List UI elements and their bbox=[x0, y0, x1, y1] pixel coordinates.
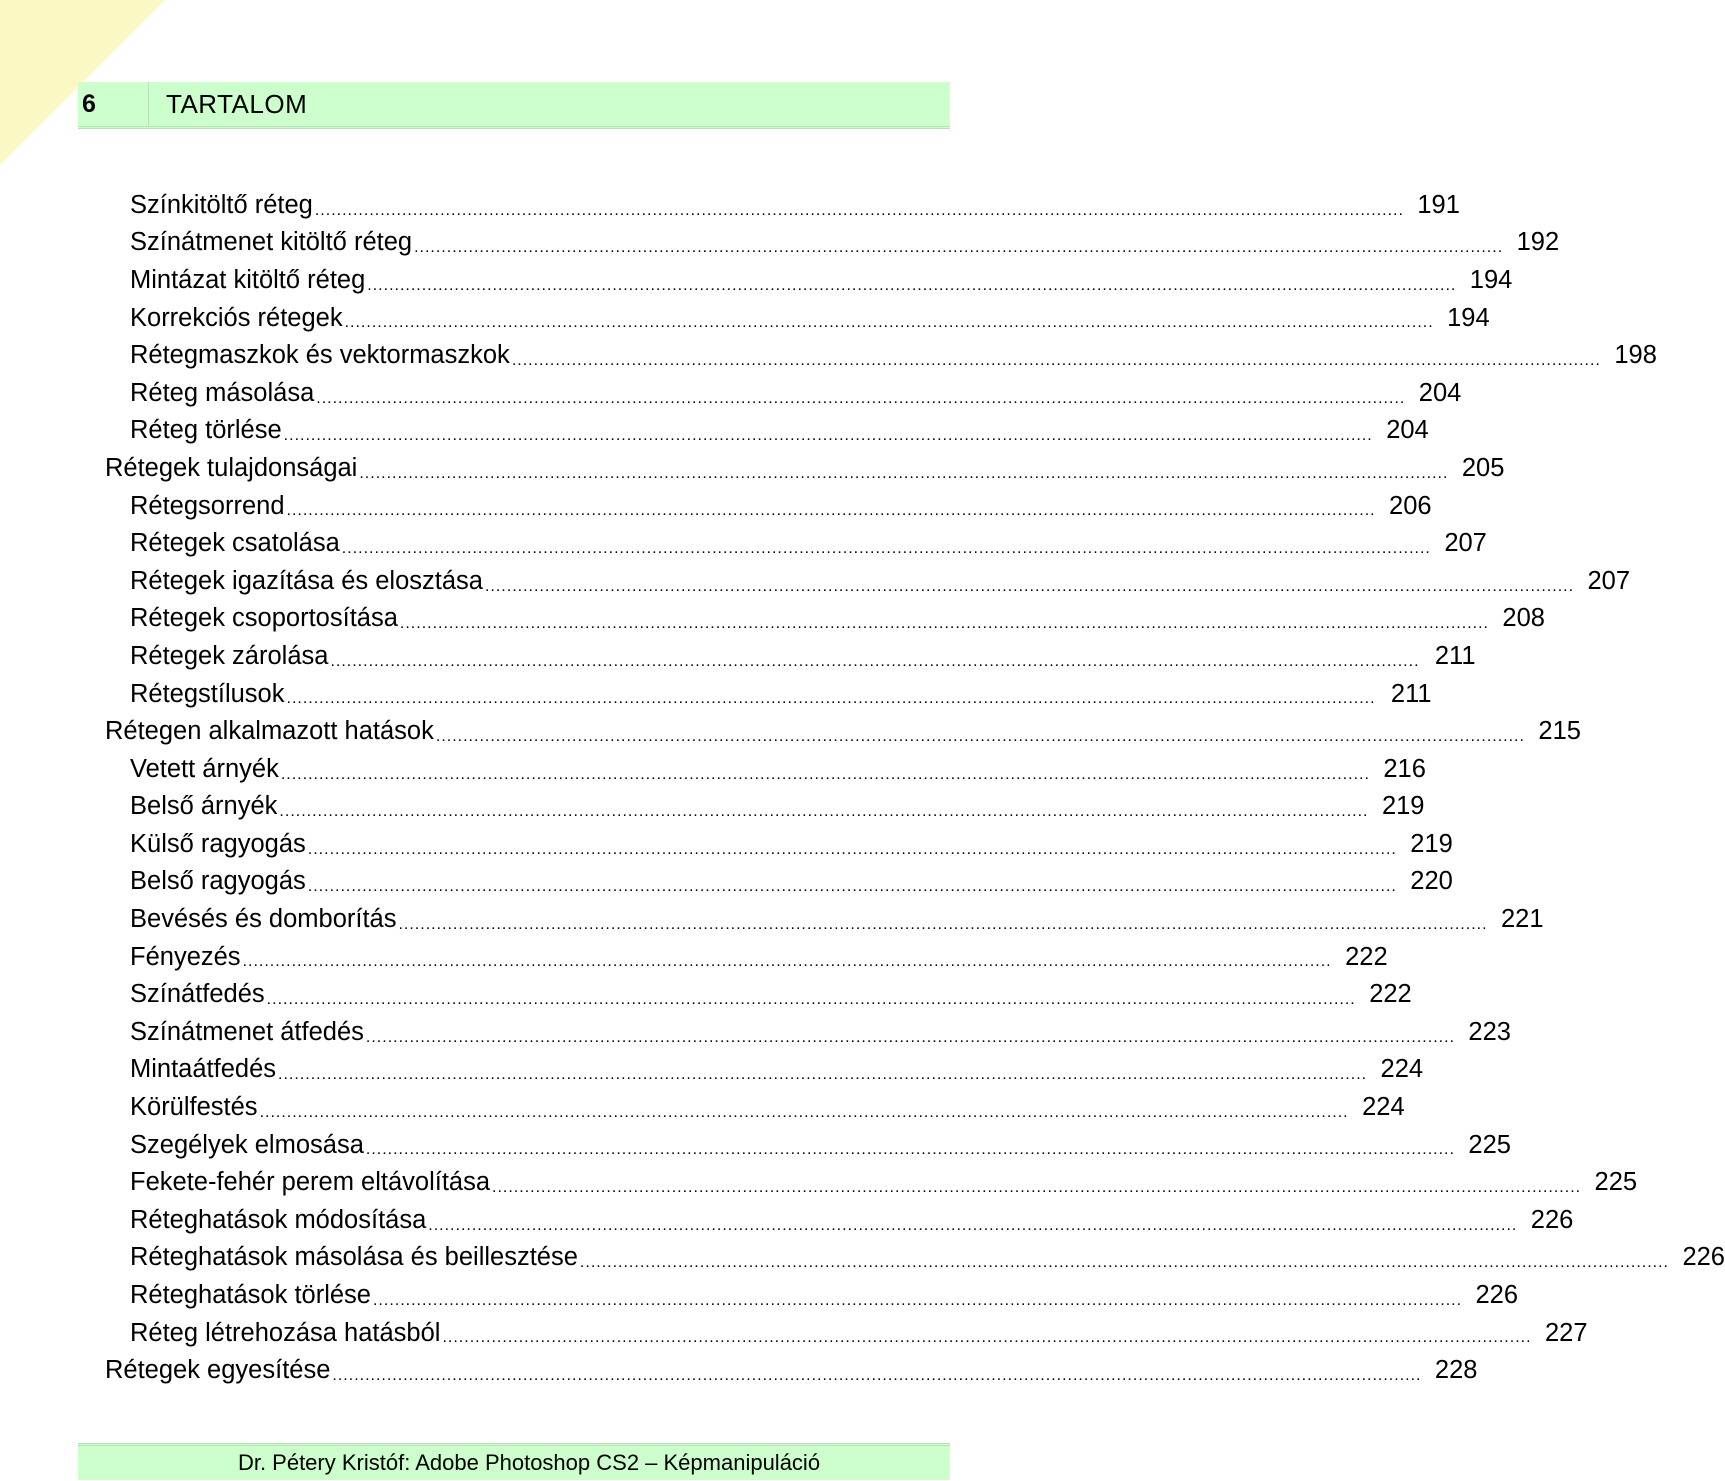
toc-entry-label: Külső ragyogás bbox=[130, 829, 306, 858]
toc-entry-page: 204 bbox=[1418, 378, 1462, 407]
toc-dot-leader: ........................................................................................................................................................................................................ bbox=[367, 276, 1457, 294]
toc-entry-page: 215 bbox=[1538, 717, 1581, 746]
toc-dot-leader: ........................................................................................................................................................................................................ bbox=[278, 1066, 1368, 1084]
toc-entry-label: Rétegek igazítása és elosztása bbox=[130, 566, 483, 595]
table-of-contents bbox=[0, 186, 1725, 1389]
toc-entry-page: 207 bbox=[1444, 529, 1487, 558]
toc-entry-page: 204 bbox=[1386, 416, 1429, 445]
toc-entry-label: Színátmenet átfedés bbox=[130, 1017, 364, 1046]
toc-dot-leader: ........................................................................................................................................................................................................ bbox=[316, 389, 1406, 407]
toc-dot-leader: ........................................................................................................................................................................................................ bbox=[344, 314, 1434, 332]
toc-entry-page: 219 bbox=[1381, 792, 1425, 821]
toc-entry-page: 223 bbox=[1468, 1017, 1511, 1046]
toc-dot-leader: ........................................................................................................................................................................................................ bbox=[511, 351, 1601, 369]
toc-entry-label: Réteg törlése bbox=[130, 416, 282, 445]
toc-entry-label: Fekete-fehér perem eltávolítása bbox=[130, 1168, 491, 1197]
toc-entry-page: 225 bbox=[1468, 1130, 1511, 1159]
toc-entry[interactable] bbox=[0, 1126, 1511, 1164]
toc-dot-leader: ........................................................................................................................................................................................................ bbox=[341, 539, 1431, 557]
toc-dot-leader: ........................................................................................................................................................................................................ bbox=[279, 803, 1369, 821]
toc-entry-label: Bevésés és domborítás bbox=[130, 905, 397, 934]
toc-entry-label: Réteghatások másolása és beillesztése bbox=[130, 1243, 578, 1272]
toc-dot-leader: ........................................................................................................................................................................................................ bbox=[286, 502, 1376, 520]
page-header bbox=[78, 82, 950, 129]
toc-entry-page: 205 bbox=[1461, 453, 1505, 482]
toc-entry-label: Rétegek zárolása bbox=[130, 641, 329, 670]
toc-dot-leader: ........................................................................................................................................................................................................ bbox=[365, 1028, 1455, 1046]
toc-entry-label: Színkitöltő réteg bbox=[130, 190, 313, 219]
toc-entry-label: Belső ragyogás bbox=[130, 867, 306, 896]
toc-dot-leader: ........................................................................................................................................................................................................ bbox=[399, 615, 1489, 633]
toc-entry-label: Színátmenet kitöltő réteg bbox=[130, 228, 413, 257]
toc-entry-label: Körülfestés bbox=[130, 1093, 258, 1122]
toc-dot-leader: ........................................................................................................................................................................................................ bbox=[259, 1103, 1349, 1121]
toc-entry-page: 222 bbox=[1369, 980, 1412, 1009]
toc-entry-page: 194 bbox=[1447, 303, 1490, 332]
toc-entry[interactable] bbox=[0, 825, 1453, 863]
toc-entry[interactable] bbox=[0, 412, 1429, 450]
toc-entry-label: Mintázat kitöltő réteg bbox=[130, 265, 366, 294]
toc-entry-page: 191 bbox=[1417, 190, 1460, 219]
toc-entry-page: 228 bbox=[1434, 1356, 1478, 1385]
toc-entry[interactable] bbox=[0, 1276, 1519, 1314]
toc-entry-label: Réteghatások módosítása bbox=[130, 1205, 427, 1234]
toc-entry-label: Rétegek csoportosítása bbox=[130, 604, 398, 633]
toc-dot-leader: ........................................................................................................................................................................................................ bbox=[314, 201, 1404, 219]
toc-dot-leader: ........................................................................................................................................................................................................ bbox=[435, 727, 1525, 745]
toc-entry[interactable] bbox=[0, 1351, 1478, 1389]
footer-text: Dr. Pétery Kristóf: Adobe Photoshop CS2 – Képmanipuláció bbox=[237, 1450, 821, 1475]
toc-entry-label: Rétegmaszkok és vektormaszkok bbox=[130, 341, 510, 370]
toc-dot-leader: ........................................................................................................................................................................................................ bbox=[428, 1216, 1518, 1234]
toc-dot-leader: ........................................................................................................................................................................................................ bbox=[330, 652, 1420, 670]
toc-dot-leader: ........................................................................................................................................................................................................ bbox=[398, 915, 1488, 933]
toc-entry[interactable] bbox=[0, 863, 1453, 901]
toc-entry-page: 207 bbox=[1587, 566, 1631, 595]
toc-entry-page: 211 bbox=[1390, 679, 1432, 708]
toc-entry-label: Színátfedés bbox=[130, 980, 265, 1009]
toc-entry[interactable] bbox=[0, 186, 1460, 224]
toc-dot-leader: ........................................................................................................................................................................................................ bbox=[283, 427, 1373, 445]
page-number: 6 bbox=[82, 90, 96, 118]
toc-entry-page: 194 bbox=[1469, 265, 1513, 294]
toc-entry[interactable] bbox=[0, 975, 1412, 1013]
toc-entry[interactable] bbox=[0, 675, 1432, 713]
toc-entry-label: Szegélyek elmosása bbox=[130, 1130, 364, 1159]
toc-entry-page: 221 bbox=[1500, 905, 1544, 934]
toc-entry[interactable] bbox=[0, 750, 1426, 788]
toc-entry[interactable] bbox=[0, 562, 1631, 600]
toc-entry-label: Rétegen alkalmazott hatások bbox=[105, 717, 434, 746]
toc-entry-page: 225 bbox=[1594, 1168, 1638, 1197]
toc-entry-page: 222 bbox=[1345, 942, 1388, 971]
toc-dot-leader: ........................................................................................................................................................................................................ bbox=[307, 840, 1397, 858]
toc-entry[interactable] bbox=[0, 1163, 1638, 1201]
toc-entry[interactable] bbox=[0, 788, 1425, 826]
header-divider bbox=[148, 82, 149, 126]
page-footer bbox=[78, 1443, 950, 1480]
toc-entry-label: Réteg másolása bbox=[130, 378, 315, 407]
toc-entry-label: Rétegek csatolása bbox=[130, 529, 340, 558]
toc-entry-page: 224 bbox=[1380, 1055, 1424, 1084]
toc-dot-leader: ........................................................................................................................................................................................................ bbox=[414, 239, 1504, 257]
toc-entry[interactable] bbox=[0, 1051, 1424, 1089]
toc-entry-page: 206 bbox=[1389, 491, 1432, 520]
toc-entry[interactable] bbox=[0, 487, 1432, 525]
toc-entry-page: 226 bbox=[1475, 1281, 1519, 1310]
toc-entry-page: 220 bbox=[1410, 867, 1453, 896]
toc-entry-page: 226 bbox=[1682, 1243, 1725, 1272]
toc-entry-page: 226 bbox=[1530, 1205, 1574, 1234]
toc-entry-label: Rétegsorrend bbox=[130, 491, 285, 520]
toc-entry-label: Fényezés bbox=[130, 942, 241, 971]
toc-entry-label: Mintaátfedés bbox=[130, 1055, 277, 1084]
toc-dot-leader: ........................................................................................................................................................................................................ bbox=[484, 577, 1575, 595]
toc-entry-page: 211 bbox=[1434, 641, 1476, 670]
toc-entry-page: 219 bbox=[1410, 829, 1453, 858]
toc-entry-label: Rétegek tulajdonságai bbox=[105, 453, 358, 482]
toc-dot-leader: ........................................................................................................................................................................................................ bbox=[332, 1367, 1422, 1384]
toc-entry-label: Vetett árnyék bbox=[130, 754, 279, 783]
toc-dot-leader: ........................................................................................................................................................................................................ bbox=[579, 1254, 1669, 1272]
toc-entry[interactable] bbox=[0, 1201, 1574, 1239]
toc-entry[interactable] bbox=[0, 637, 1476, 675]
toc-entry-label: Réteghatások törlése bbox=[130, 1281, 371, 1310]
toc-entry[interactable] bbox=[0, 449, 1505, 487]
toc-entry-page: 198 bbox=[1614, 341, 1657, 370]
toc-entry[interactable] bbox=[0, 524, 1487, 562]
toc-entry[interactable] bbox=[0, 261, 1513, 299]
toc-entry[interactable] bbox=[0, 938, 1388, 976]
toc-dot-leader: ........................................................................................................................................................................................................ bbox=[266, 991, 1356, 1009]
toc-dot-leader: ........................................................................................................................................................................................................ bbox=[359, 464, 1449, 482]
toc-entry-label: Rétegstílusok bbox=[130, 679, 285, 708]
toc-entry[interactable] bbox=[0, 712, 1581, 750]
toc-entry-label: Rétegek egyesítése bbox=[105, 1356, 331, 1385]
toc-entry[interactable] bbox=[0, 900, 1544, 938]
toc-entry[interactable] bbox=[0, 336, 1657, 374]
toc-entry[interactable] bbox=[0, 600, 1545, 638]
toc-entry-label: Korrekciós rétegek bbox=[130, 303, 343, 332]
toc-entry[interactable] bbox=[0, 1239, 1725, 1277]
toc-dot-leader: ........................................................................................................................................................................................................ bbox=[286, 690, 1376, 708]
toc-dot-leader: ........................................................................................................................................................................................................ bbox=[492, 1179, 1582, 1197]
toc-entry[interactable] bbox=[0, 299, 1490, 337]
toc-entry-page: 216 bbox=[1383, 754, 1426, 783]
toc-entry-page: 224 bbox=[1362, 1093, 1405, 1122]
toc-entry[interactable] bbox=[0, 224, 1560, 262]
page-title: TARTALOM bbox=[166, 89, 308, 119]
toc-entry[interactable] bbox=[0, 1314, 1588, 1352]
toc-dot-leader: ........................................................................................................................................................................................................ bbox=[242, 953, 1332, 971]
toc-entry-label: Réteg létrehozása hatásból bbox=[130, 1318, 441, 1347]
toc-entry[interactable] bbox=[0, 1013, 1511, 1051]
toc-dot-leader: ........................................................................................................................................................................................................ bbox=[280, 765, 1370, 783]
toc-entry-page: 227 bbox=[1544, 1318, 1588, 1347]
toc-dot-leader: ........................................................................................................................................................................................................ bbox=[372, 1291, 1463, 1309]
toc-dot-leader: ........................................................................................................................................................................................................ bbox=[365, 1141, 1455, 1159]
toc-entry[interactable] bbox=[0, 1088, 1405, 1126]
toc-dot-leader: ........................................................................................................................................................................................................ bbox=[442, 1329, 1532, 1347]
toc-entry-page: 208 bbox=[1502, 604, 1545, 633]
toc-entry-page: 192 bbox=[1516, 228, 1560, 257]
toc-entry[interactable] bbox=[0, 374, 1462, 412]
toc-dot-leader: ........................................................................................................................................................................................................ bbox=[307, 878, 1397, 896]
toc-entry-label: Belső árnyék bbox=[130, 792, 278, 821]
